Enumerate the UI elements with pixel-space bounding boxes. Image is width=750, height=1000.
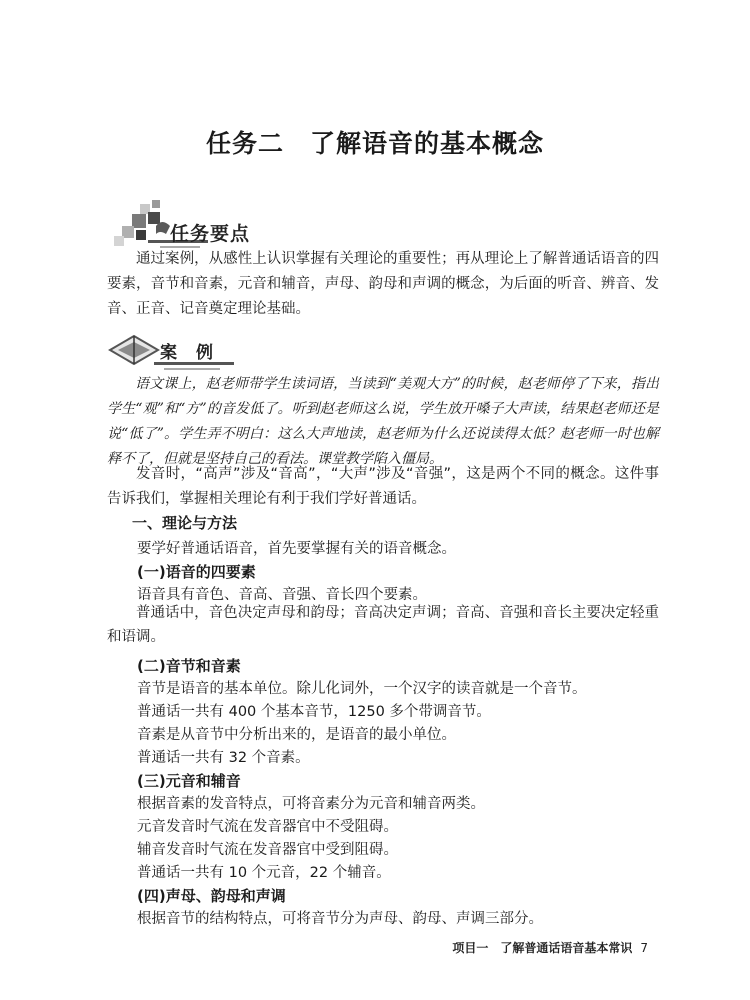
text-line: 辅音发音时气流在发音器官中受到阻碍。 [137, 842, 398, 858]
text-paragraph: 普通话中，音色决定声母和韵母；音高决定声调；音高、音强和音长主要决定轻重和语调。 [107, 605, 659, 645]
text-line: 普通话一共有 32 个音素。 [137, 750, 310, 766]
page-number: 7 [640, 941, 648, 955]
page-title: 任务二 了解语音的基本概念 [205, 129, 544, 158]
text-line: 元音发音时气流在发音器官中不受阻碍。 [137, 819, 398, 835]
key-points-label: 任务要点 [170, 223, 251, 245]
subsection-heading-vowels: (三)元音和辅音 [137, 772, 241, 790]
key-points-paragraph: 通过案例，从感性上认识掌握有关理论的重要性；再从理论上了解普通话语音的四要素，音节和音素，元音和辅音，声母、韵母和声调的概念，为后面的听音、辨音、发音、正音、记音奠定理论基础。 [107, 251, 659, 317]
text-line: 根据音素的发音特点，可将音素分为元音和辅音两类。 [137, 796, 485, 812]
footer-chapter: 项目一 了解普通话语音基本常识 [452, 941, 633, 955]
text-line: 语音具有音色、音高、音强、音长四个要素。 [137, 587, 427, 603]
section-heading-theory: 一、理论与方法 [132, 514, 238, 532]
subsection-heading-syllables: (二)音节和音素 [137, 657, 241, 675]
text-line: 普通话一共有 400 个基本音节，1250 多个带调音节。 [137, 704, 491, 720]
text-line: 根据音节的结构特点，可将音节分为声母、韵母、声调三部分。 [137, 911, 543, 927]
text-line: 普通话一共有 10 个元音，22 个辅音。 [137, 865, 391, 881]
case-label: 案 例 [160, 343, 214, 363]
subsection-heading-initials-finals-tones: (四)声母、韵母和声调 [137, 887, 286, 905]
subsection-heading-four-elements: (一)语音的四要素 [137, 563, 256, 581]
text-line: 音素是从音节中分析出来的，是语音的最小单位。 [137, 727, 456, 743]
text-line: 音节是语音的基本单位。除儿化词外，一个汉字的读音就是一个音节。 [137, 681, 587, 697]
case-conclusion-paragraph: 发音时，“高声”涉及“音高”，“大声”涉及“音强”，这是两个不同的概念。这件事告诉我们，掌握相关理论有利于我们学好普通话。 [107, 466, 659, 507]
section-intro: 要学好普通话语音，首先要掌握有关的语音概念。 [137, 541, 456, 557]
page-footer [452, 939, 648, 956]
case-paragraph: 语文课上，赵老师带学生读词语，当读到“美观大方”的时候，赵老师停了下来，指出学生“观”和“方”的音发低了。听到赵老师这么说，学生放开嗓子大声读，结果赵老师还是说“低了”。学生弄不明白：这么大声地读，赵老师为什么还说读得太低？赵老师一时也解释不了，但就是坚持自己的看法。课堂教学陷入僵局。 [107, 376, 659, 467]
